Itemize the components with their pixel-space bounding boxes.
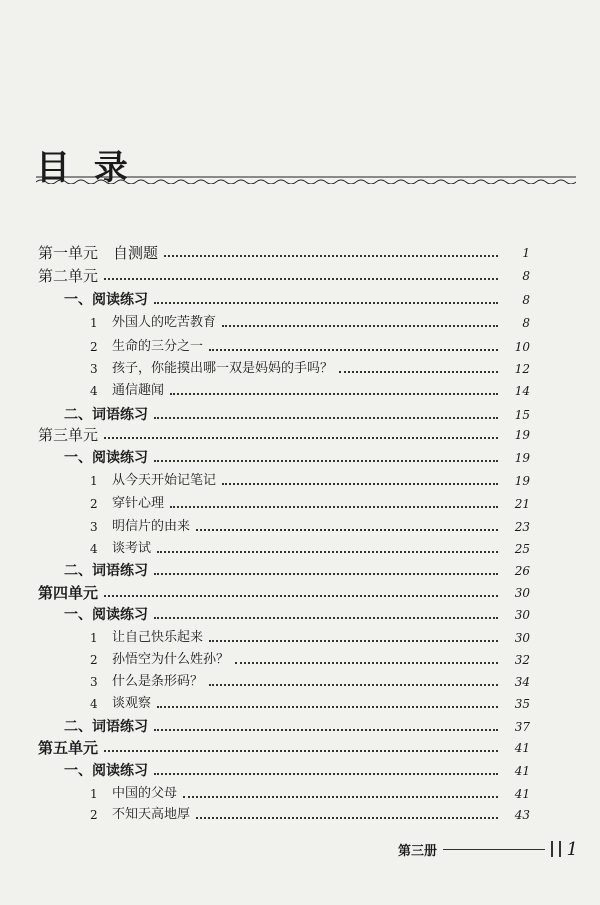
toc-entry-unit bbox=[38, 242, 530, 262]
toc-page-number: 35 bbox=[514, 697, 530, 711]
toc-item-number: 2 bbox=[90, 497, 98, 511]
toc-entry-section bbox=[64, 760, 530, 780]
toc-entry-section bbox=[64, 447, 530, 467]
toc-item-number: 1 bbox=[90, 631, 98, 645]
toc-item-number: 4 bbox=[90, 697, 98, 711]
toc-entry-label: 二、词语练习 bbox=[64, 407, 148, 423]
toc-page-number: 12 bbox=[514, 362, 530, 376]
toc-entry-label: 明信片的由来 bbox=[112, 519, 191, 534]
toc-dot-leader bbox=[154, 302, 498, 304]
toc-entry-label: 通信趣闻 bbox=[112, 383, 165, 398]
toc-entry-section bbox=[64, 404, 530, 424]
toc-entry-label: 二、词语练习 bbox=[64, 563, 148, 579]
toc-entry-item bbox=[90, 783, 530, 803]
toc-entry-item bbox=[90, 649, 530, 669]
toc-dot-leader bbox=[170, 506, 498, 508]
toc-page-number: 34 bbox=[514, 675, 530, 689]
toc-page-number: 30 bbox=[514, 586, 530, 600]
toc-dot-leader bbox=[209, 349, 498, 351]
toc-entry-label: 中国的父母 bbox=[112, 786, 178, 801]
book-volume-label: 第三册 bbox=[398, 843, 438, 859]
toc-item-number: 1 bbox=[90, 787, 98, 801]
toc-item-number: 3 bbox=[90, 520, 98, 534]
toc-dot-leader bbox=[235, 662, 498, 664]
toc-entry-item bbox=[90, 627, 530, 647]
toc-entry-item bbox=[90, 312, 530, 332]
toc-entry-unit bbox=[38, 424, 530, 444]
toc-item-number: 1 bbox=[90, 474, 98, 488]
toc-dot-leader bbox=[154, 617, 498, 619]
toc-page-number: 19 bbox=[514, 451, 530, 465]
toc-entry-item bbox=[90, 516, 530, 536]
toc-dot-leader bbox=[154, 573, 498, 575]
toc-entry-label: 第四单元 bbox=[38, 584, 99, 602]
toc-entry-label: 孙悟空为什么姓孙？ bbox=[112, 652, 230, 667]
toc-entry-label: 外国人的吃苦教育 bbox=[112, 315, 217, 330]
toc-page-number: 14 bbox=[514, 384, 530, 398]
toc-entry-label: 第二单元 bbox=[38, 267, 99, 285]
toc-dot-leader bbox=[154, 460, 498, 462]
toc-page-number: 41 bbox=[514, 764, 530, 778]
toc-dot-leader bbox=[196, 817, 498, 819]
toc-dot-leader bbox=[209, 640, 498, 642]
toc-page-number: 37 bbox=[514, 720, 530, 734]
toc-page-number: 8 bbox=[522, 269, 530, 283]
toc-dot-leader bbox=[339, 371, 498, 373]
toc-entry-label: 穿针心理 bbox=[112, 496, 165, 511]
toc-dot-leader bbox=[196, 529, 498, 531]
toc-dot-leader bbox=[154, 729, 498, 731]
toc-item-number: 2 bbox=[90, 340, 98, 354]
toc-item-number: 2 bbox=[90, 808, 98, 822]
toc-dot-leader bbox=[164, 255, 498, 257]
toc-entry-unit bbox=[38, 737, 530, 757]
toc-entry-item bbox=[90, 358, 530, 378]
toc-page-number: 30 bbox=[514, 631, 530, 645]
footer-rule bbox=[443, 849, 545, 850]
toc-page-number: 23 bbox=[514, 520, 530, 534]
toc-entry-label: 谈观察 bbox=[112, 696, 152, 711]
toc-page-number: 19 bbox=[514, 428, 530, 442]
toc-entry-label: 生命的三分之一 bbox=[112, 339, 204, 354]
toc-entry-item bbox=[90, 336, 530, 356]
toc-item-number: 3 bbox=[90, 675, 98, 689]
toc-page-number: 21 bbox=[514, 497, 530, 511]
toc-dot-leader bbox=[104, 437, 498, 439]
toc-item-number: 1 bbox=[90, 316, 98, 330]
page-footer bbox=[398, 838, 578, 860]
toc-item-number: 2 bbox=[90, 653, 98, 667]
toc-entry-item bbox=[90, 538, 530, 558]
toc-page-number: 1 bbox=[522, 246, 530, 260]
toc-entry-unit bbox=[38, 265, 530, 285]
toc-page-number: 30 bbox=[514, 608, 530, 622]
toc-page-number: 10 bbox=[514, 340, 530, 354]
toc-page-number: 19 bbox=[514, 474, 530, 488]
toc-entry-label: 一、阅读练习 bbox=[64, 607, 148, 623]
toc-entry-label: 什么是条形码？ bbox=[112, 674, 204, 689]
toc-dot-leader bbox=[183, 796, 498, 798]
toc-entry-label: 谈考试 bbox=[112, 541, 152, 556]
toc-page-number: 15 bbox=[514, 408, 530, 422]
toc-page-number: 25 bbox=[514, 542, 530, 556]
toc-dot-leader bbox=[222, 325, 498, 327]
toc-entry-label: 第一单元 自测题 bbox=[38, 244, 159, 262]
toc-entry-label: 从今天开始记笔记 bbox=[112, 473, 217, 488]
footer-bar-ornament bbox=[551, 841, 561, 857]
toc-page-number: 41 bbox=[514, 741, 530, 755]
toc-dot-leader bbox=[104, 595, 498, 597]
toc-entry-section bbox=[64, 560, 530, 580]
page-title: 目 录 bbox=[36, 148, 134, 188]
toc-entry-label: 一、阅读练习 bbox=[64, 450, 148, 466]
toc-entry-label: 二、词语练习 bbox=[64, 719, 148, 735]
toc-page-number: 32 bbox=[514, 653, 530, 667]
toc-page-number: 41 bbox=[514, 787, 530, 801]
toc-entry-label: 让自己快乐起来 bbox=[112, 630, 204, 645]
toc-page-number: 8 bbox=[522, 316, 530, 330]
toc-entry-item bbox=[90, 671, 530, 691]
toc-item-number: 4 bbox=[90, 542, 98, 556]
toc-entry-label: 孩子，你能摸出哪一双是妈妈的手吗？ bbox=[112, 361, 334, 376]
toc-entry-section bbox=[64, 716, 530, 736]
toc-entry-label: 第三单元 bbox=[38, 426, 99, 444]
toc-entry-label: 一、阅读练习 bbox=[64, 763, 148, 779]
toc-entry-section bbox=[64, 289, 530, 309]
toc-dot-leader bbox=[157, 706, 498, 708]
toc-entry-section bbox=[64, 604, 530, 624]
toc-entry-label: 第五单元 bbox=[38, 739, 99, 757]
toc-entry-unit bbox=[38, 582, 530, 602]
toc-entry-item bbox=[90, 693, 530, 713]
toc-entry-item bbox=[90, 804, 530, 824]
toc-entry-label: 一、阅读练习 bbox=[64, 292, 148, 308]
toc-dot-leader bbox=[154, 773, 498, 775]
toc-page-number: 43 bbox=[514, 808, 530, 822]
toc-entry-item bbox=[90, 380, 530, 400]
title-decorative-rule bbox=[36, 176, 576, 184]
toc-item-number: 4 bbox=[90, 384, 98, 398]
toc-dot-leader bbox=[222, 483, 498, 485]
toc-dot-leader bbox=[209, 684, 498, 686]
toc-dot-leader bbox=[154, 417, 498, 419]
toc-entry-item bbox=[90, 493, 530, 513]
toc-dot-leader bbox=[157, 551, 498, 553]
toc-dot-leader bbox=[104, 750, 498, 752]
toc-entry-label: 不知天高地厚 bbox=[112, 807, 191, 822]
toc-dot-leader bbox=[104, 278, 498, 280]
toc-dot-leader bbox=[170, 393, 498, 395]
toc-page-number: 8 bbox=[522, 293, 530, 307]
toc-item-number: 3 bbox=[90, 362, 98, 376]
page-number: 1 bbox=[566, 838, 578, 860]
toc-entry-item bbox=[90, 470, 530, 490]
toc-page-number: 26 bbox=[514, 564, 530, 578]
